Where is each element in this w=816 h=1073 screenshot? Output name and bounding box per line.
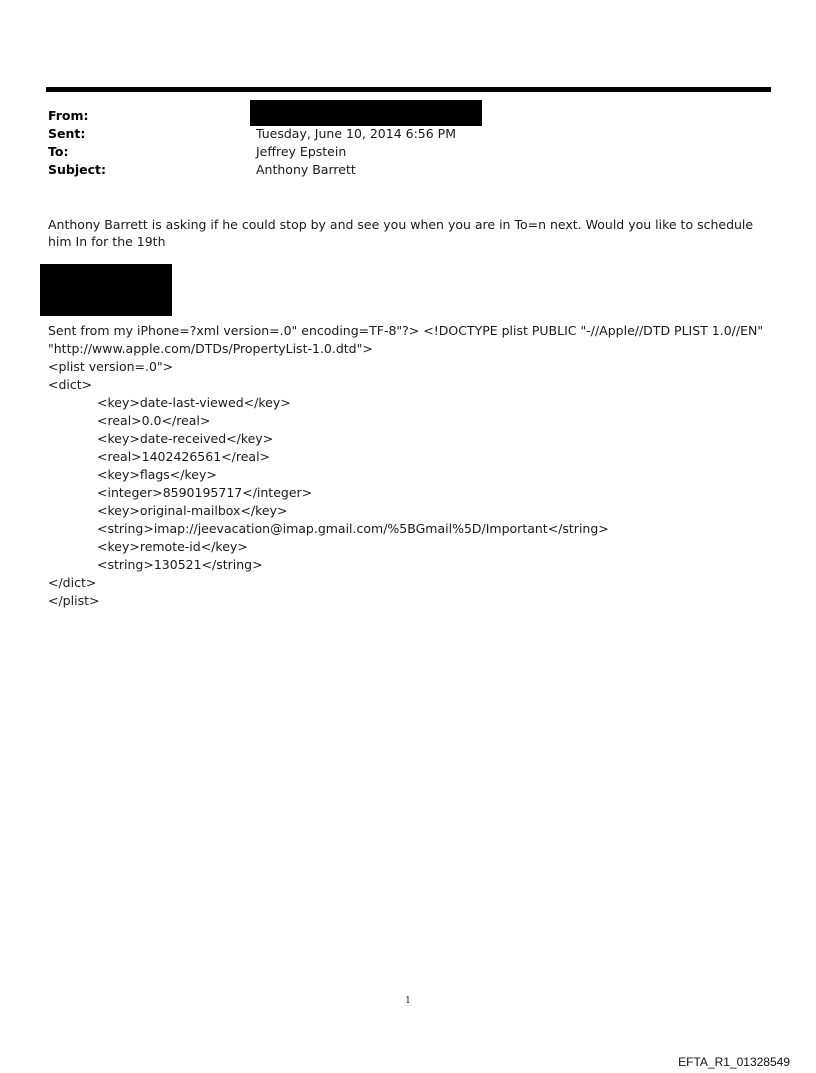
to-value: Jeffrey Epstein — [256, 144, 347, 159]
plist-line: <key>date-received</key> — [97, 431, 274, 446]
header-rule — [46, 87, 771, 92]
plist-line: <real>0.0</real> — [97, 413, 211, 428]
bates-number: EFTA_R1_01328549 — [678, 1055, 790, 1069]
sent-label: Sent: — [48, 126, 86, 141]
signature-redaction — [40, 264, 172, 316]
plist-line: </dict> — [48, 575, 97, 590]
to-label: To: — [48, 144, 69, 159]
from-redaction — [250, 100, 482, 126]
plist-line: <string>130521</string> — [97, 557, 263, 572]
subject-label: Subject: — [48, 162, 106, 177]
plist-line: "http://www.apple.com/DTDs/PropertyList-1.0.dtd"> — [48, 341, 373, 356]
plist-line: <dict> — [48, 377, 93, 392]
subject-value: Anthony Barrett — [256, 162, 356, 177]
from-label: From: — [48, 108, 89, 123]
plist-line: <key>remote-id</key> — [97, 539, 248, 554]
sent-value: Tuesday, June 10, 2014 6:56 PM — [256, 126, 456, 141]
plist-line: <integer>8590195717</integer> — [97, 485, 313, 500]
plist-line: </plist> — [48, 593, 100, 608]
plist-line: <key>flags</key> — [97, 467, 217, 482]
plist-line: <plist version=.0"> — [48, 359, 174, 374]
message-body: Anthony Barrett is asking if he could stop by and see you when you are in To=n next. Would you like to schedule him In for the 19th — [48, 217, 754, 249]
plist-line: <key>original-mailbox</key> — [97, 503, 288, 518]
plist-block — [48, 322, 788, 610]
page-number: 1 — [405, 996, 411, 1006]
plist-line: <key>date-last-viewed</key> — [97, 395, 291, 410]
plist-line: <string>imap://jeevacation@imap.gmail.com/%5BGmail%5D/Important</string> — [97, 521, 609, 536]
plist-line: <real>1402426561</real> — [97, 449, 271, 464]
plist-line: Sent from my iPhone=?xml version=.0" encoding=TF-8"?> <!DOCTYPE plist PUBLIC "-//Apple//DTD PLIST 1.0//EN" — [48, 323, 764, 338]
